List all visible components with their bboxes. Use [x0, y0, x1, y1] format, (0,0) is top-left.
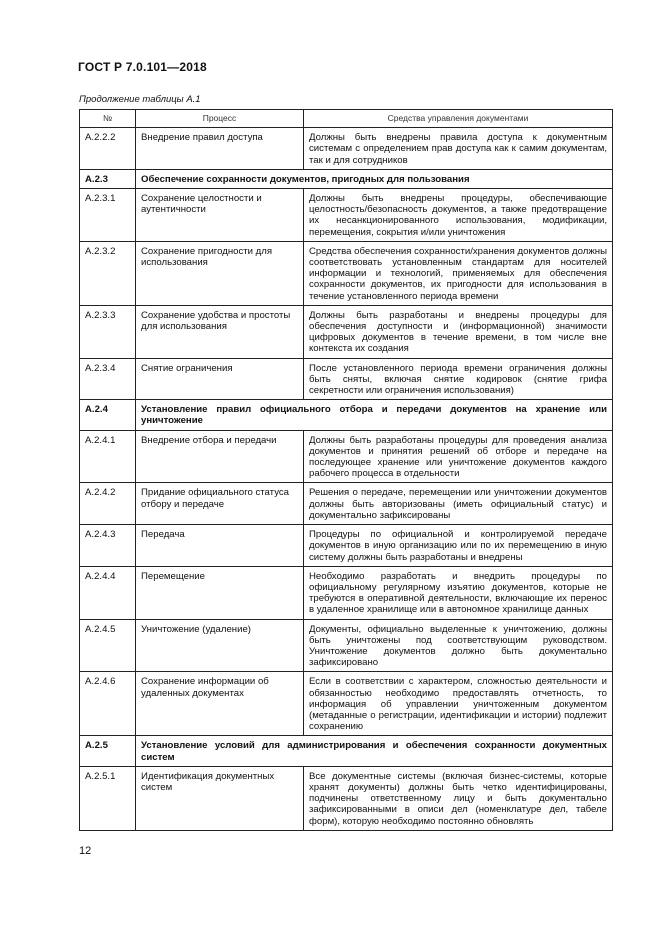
row-code: А.2.4.1: [80, 430, 136, 483]
section-code: А.2.3: [80, 169, 136, 188]
row-code: А.2.4.3: [80, 525, 136, 567]
table-row: [80, 241, 613, 305]
row-code: А.2.3.3: [80, 305, 136, 358]
row-means: Процедуры по официальной и контролируемой передаче документов в иную организацию или по их перемещению в иную систему должны быть разработаны и внедрены: [304, 525, 613, 567]
column-header-number: №: [80, 110, 136, 128]
table-row: [80, 305, 613, 358]
processes-table: [79, 109, 613, 831]
row-code: А.2.2.2: [80, 128, 136, 170]
row-process: Придание официального статуса отбору и передаче: [136, 483, 304, 525]
column-header-process: Процесс: [136, 110, 304, 128]
table-row: [80, 483, 613, 525]
section-row: [80, 169, 613, 188]
row-code: А.2.4.4: [80, 566, 136, 619]
row-process: Сохранение информации об удаленных документах: [136, 672, 304, 736]
row-code: А.2.5.1: [80, 766, 136, 830]
table-body: [80, 128, 613, 831]
section-row: [80, 400, 613, 430]
row-means: Средства обеспечения сохранности/хранения документов должны соответствовать установленным стандартам для носителей информации и технологий, применяемых для обеспечения сохранности документов, их пригодности для использования в течение установленного периода времени: [304, 241, 613, 305]
row-means: Должны быть разработаны и внедрены процедуры для обеспечения доступности и (информационной) значимости цифровых документов в течение времени, в том числе вне контекста их создания: [304, 305, 613, 358]
section-row: [80, 736, 613, 766]
row-code: А.2.4.5: [80, 619, 136, 672]
section-code: А.2.4: [80, 400, 136, 430]
row-means: После установленного периода времени ограничения должны быть сняты, включая снятие кодировок (снятие грифа секретности или ограничения использования): [304, 358, 613, 400]
table-header-row: [80, 110, 613, 128]
row-process: Сохранение удобства и простоты для использования: [136, 305, 304, 358]
section-title: Обеспечение сохранности документов, пригодных для пользования: [136, 169, 613, 188]
table-row: [80, 766, 613, 830]
row-means: Если в соответствии с характером, сложностью деятельности и обязанностью необходимо предоставлять отчетность, то информация об управлении уничтоженным документом (метаданные о регистрации, идентификации и истории) подлежит сохранению: [304, 672, 613, 736]
row-means: Должны быть разработаны процедуры для проведения анализа документов и принятия решений об отборе и передаче на последующее хранение или уничтожение документов каждого рабочего процесса в отдельности: [304, 430, 613, 483]
row-code: А.2.3.1: [80, 189, 136, 242]
row-means: Документы, официально выделенные к уничтожению, должны быть уничтожены под соответствующим руководством. Уничтожение документов должно быть документально зафиксировано: [304, 619, 613, 672]
row-process: Снятие ограничения: [136, 358, 304, 400]
row-code: А.2.3.4: [80, 358, 136, 400]
table-row: [80, 430, 613, 483]
section-title: Установление условий для администрирования и обеспечения сохранности документных систем: [136, 736, 613, 766]
row-process: Внедрение правил доступа: [136, 128, 304, 170]
row-process: Передача: [136, 525, 304, 567]
row-process: Внедрение отбора и передачи: [136, 430, 304, 483]
table-row: [80, 566, 613, 619]
row-process: Идентификация документных систем: [136, 766, 304, 830]
row-code: А.2.3.2: [80, 241, 136, 305]
row-means: Должны быть внедрены процедуры, обеспечивающие целостность/безопасность документов, а также предотвращение их несанкционированного использования, модификации, перемещения, сокрытия и/или уничтожения: [304, 189, 613, 242]
section-title: Установление правил официального отбора и передачи документов на хранение или уничтожение: [136, 400, 613, 430]
column-header-means: Средства управления документами: [304, 110, 613, 128]
row-process: Сохранение целостности и аутентичности: [136, 189, 304, 242]
row-process: Сохранение пригодности для использования: [136, 241, 304, 305]
page-number: 12: [79, 845, 92, 857]
table-row: [80, 525, 613, 567]
table-row: [80, 189, 613, 242]
row-code: А.2.4.6: [80, 672, 136, 736]
table-row: [80, 619, 613, 672]
row-process: Перемещение: [136, 566, 304, 619]
table-caption: Продолжение таблицы А.1: [79, 94, 201, 105]
section-code: А.2.5: [80, 736, 136, 766]
document-header: ГОСТ Р 7.0.101—2018: [78, 60, 207, 74]
table-row: [80, 128, 613, 170]
row-means: Все документные системы (включая бизнес-системы, которые хранят документы) должны быть четко идентифицированы, подчинены ответственному лицу и быть документально зафиксированными в описи дел (номенклатуре дел, табеле форм), которую необходимо постоянно обновлять: [304, 766, 613, 830]
row-means: Решения о передаче, перемещении или уничтожении документов должны быть авторизованы (иметь официальный статус) и документально зафиксированы: [304, 483, 613, 525]
table-row: [80, 672, 613, 736]
table-row: [80, 358, 613, 400]
row-means: Необходимо разработать и внедрить процедуры по официальному регулярному изъятию документов, которые не требуются в оперативной деятельности, включающие их перенос в удаленное хранилище или в автономное хранилище данных: [304, 566, 613, 619]
row-means: Должны быть внедрены правила доступа к документным системам с определением прав доступа как к самим документам, так и для сотрудников: [304, 128, 613, 170]
row-code: А.2.4.2: [80, 483, 136, 525]
row-process: Уничтожение (удаление): [136, 619, 304, 672]
